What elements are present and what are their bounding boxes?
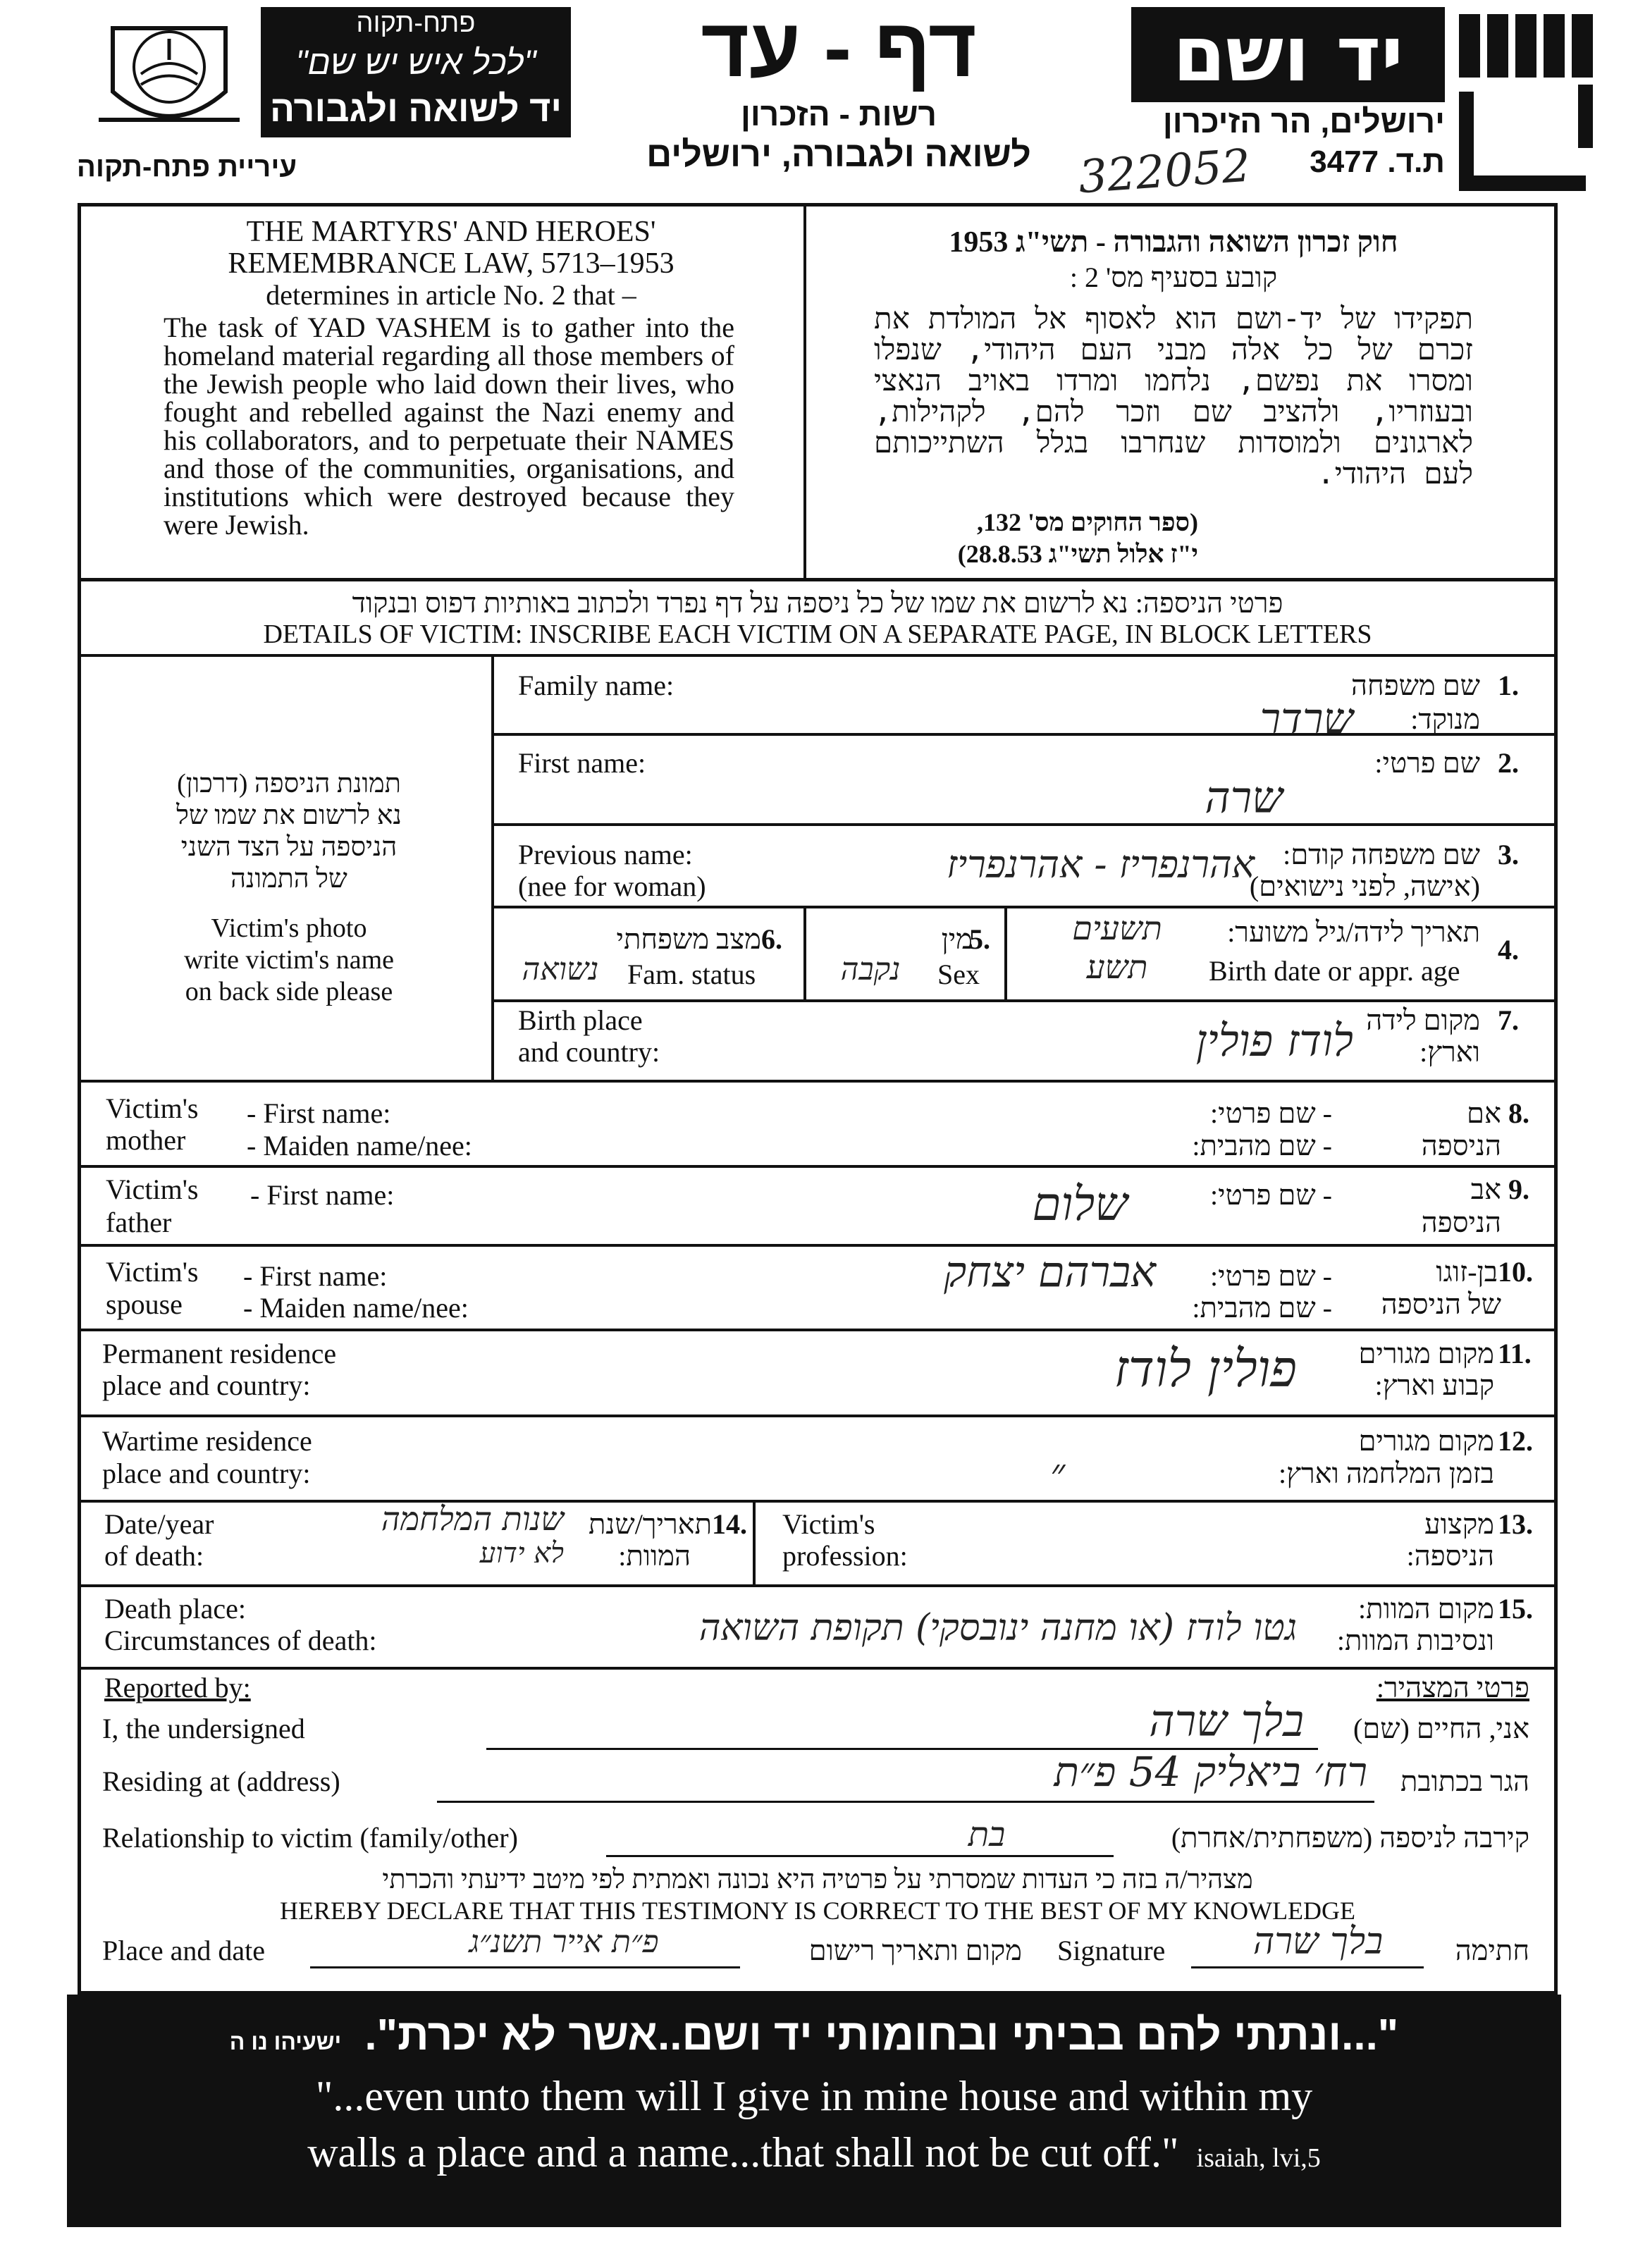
spouse-label-2: spouse [106,1288,183,1320]
signature-label-he: חתימה [1455,1935,1529,1966]
details-heading-he: פרטי הניספה: נא לרשום את שמו של כל ניספה על דף נפרד ולכתוב באותיות דפוס ובנקוד [352,587,1283,619]
previous-name-label-he: שם משפחה קודם: [1283,839,1480,870]
father-label: Victim's [106,1173,199,1205]
mother-maiden-name-label-he: - שם מהבית: [1192,1130,1332,1161]
city-emblem-icon [99,14,240,141]
photo-he-1: תמונת הניספה (דרכון) [177,769,401,799]
photo-he-4: של התמונה [230,864,347,894]
undersigned-value[interactable]: בלך שרה [1149,1695,1304,1746]
field-14-number: 14. [712,1508,747,1540]
birth-place-label-he: מקום לידה [1366,1004,1480,1036]
photo-en-2: write victim's name [183,945,395,975]
mother-maiden-name-field[interactable] [536,1128,1128,1159]
mother-label: Victim's [106,1092,199,1124]
sex-value[interactable]: נקבה [840,951,901,987]
birth-date-label: Birth date or appr. age [1209,955,1460,987]
yad-vashem-logo-icon [1459,7,1593,197]
permanent-residence-label-he: מקום מגורים [1358,1338,1494,1369]
field-7-number: 7. [1498,1004,1519,1036]
photo-en-1: Victim's photo [211,913,367,943]
profession-label-2: profession: [782,1540,908,1572]
birth-place-label: Birth place [518,1004,643,1036]
death-place-label-he: מקום המוות: [1357,1593,1494,1625]
wartime-residence-label-he: מקום מגורים [1358,1425,1494,1457]
law-en-title-1: THE MARTYRS' AND HEROES' [246,216,656,248]
wartime-residence-label-2: place and country: [102,1457,311,1489]
law-en-title-2: REMEMBRANCE LAW, 5713–1953 [228,247,675,280]
yad-vashem-title-block [1131,7,1445,102]
death-date-value-1[interactable]: שנות המלחמה [381,1500,564,1538]
birth-place-label-2: and country: [518,1036,660,1068]
death-date-value-2[interactable]: לא ידוע [479,1537,564,1570]
address-label-he: הגר בכתובת [1400,1765,1529,1797]
relationship-label: Relationship to victim (family/other) [102,1822,518,1854]
death-place-value[interactable]: גטו לודז (או מחנה ינובסקי) תקופת השואה [698,1607,1297,1649]
signature-line [1191,1966,1424,1968]
death-date-label: Date/year [104,1508,214,1540]
declaration-he: מצהיר/ה בזה כי העדות שמסרתי על פרטיה היא נכונה ואמתית לפי מיטב ידיעתי והכרתי [382,1865,1253,1894]
birth-date-value-1[interactable]: תשעים [1072,909,1162,947]
declaration-en: HEREBY DECLARE THAT THIS TESTIMONY IS CORRECT TO THE BEST OF MY KNOWLEDGE [279,1897,1356,1925]
birth-date-value-2[interactable]: תשע [1086,948,1148,986]
yad-vashem-address-2: ת.ד. 3477 [1310,144,1445,179]
address-line [437,1801,1374,1803]
wartime-residence-label: Wartime residence [102,1425,312,1457]
center-subtitle-1: רשות - הזכרון [741,96,937,132]
family-name-value[interactable]: שרדר [1259,694,1353,744]
spouse-first-name-value[interactable]: אברהם יצחק [944,1247,1156,1297]
father-label-2: father [106,1207,172,1238]
law-he-body: תפקידו של יד-ושם הוא לאסוף אל המולדת את זכרם של כל אלה מבני העם היהודי, שנפלו ומסרו את נפשם, נלחמו ומרדו באויב הנאצי ובעוזריו, ולהציב שם וזכר להם, לקהילות, לארגונים ולמוסדות שנחרבו בגלל השתייכותם לעם היהודי. [874,301,1473,491]
permanent-residence-label: Permanent residence [102,1338,337,1369]
permanent-residence-value[interactable]: פולין לודז [1114,1339,1297,1398]
mother-first-name-label: - First name: [247,1097,391,1129]
details-heading-en: DETAILS OF VICTIM: INSCRIBE EACH VICTIM ON A SEPARATE PAGE, IN BLOCK LETTERS [263,620,1372,649]
spouse-label-he-2: של הניספה [1381,1288,1501,1320]
spouse-maiden-name-label-he: - שם מהבית: [1192,1292,1332,1324]
address-label: Residing at (address) [102,1765,340,1797]
field-10-number: 10. [1498,1256,1533,1288]
footer-quote-en-2 [67,2128,1561,2177]
wartime-residence-value[interactable]: ״ [1050,1450,1066,1496]
law-en-body: The task of YAD VASHEM is to gather into the homeland material regarding all those members of the Jewish people who laid down their lives, who fought and rebelled against the Nazi enemy and his collaborators, and to perpetuate their NAMES and those of the communities, organisations, and institutions which were destroyed because they were Jewish. [164,312,734,541]
fam-status-value[interactable]: נשואה [522,951,599,987]
footer-quote-en-ref: isaiah, lvi,5 [1196,2143,1321,2173]
family-name-label-he: שם משפחה [1351,670,1480,701]
father-first-name-label-he: - שם פרטי: [1210,1179,1332,1211]
field-3-number: 3. [1498,839,1519,870]
relationship-line [606,1855,1114,1857]
photo-en-3: on back side please [185,977,393,1006]
field-13-number: 13. [1498,1508,1533,1540]
first-name-label-he: שם פרטי: [1374,747,1480,779]
field-12-number: 12. [1498,1425,1533,1457]
birth-date-label-he: תאריך לידה/גיל משוער: [1227,916,1480,948]
spouse-label-he: בן-זוגו [1436,1256,1498,1288]
yad-vashem-address-1: ירושלים, הר הזיכרון [1162,103,1445,140]
death-date-label-2: of death: [104,1540,204,1572]
footer-quote-he-ref: ישעיהו נו ה [229,2029,342,2054]
footer-quote-en-1: "...even unto them will I give in mine house and within my [315,2073,1313,2119]
field-5-number: 5. [969,923,990,955]
previous-name-value[interactable]: אהרנפריז - אהרנפריז [947,842,1255,887]
spouse-first-name-label: - First name: [243,1260,388,1292]
center-subtitle-2: לשואה ולגבורה, ירושלים [646,135,1031,174]
permanent-residence-label-2: place and country: [102,1369,311,1401]
field-11-number: 11. [1498,1338,1532,1369]
previous-name-label: Previous name: [518,839,693,870]
profession-label-he: מקצוע [1424,1508,1494,1540]
sex-label: Sex [937,959,980,990]
field-15-number: 15. [1498,1593,1533,1625]
fam-status-label-he: מצב משפחתי [616,923,761,955]
family-name-label-he-2: מנוקד: [1410,703,1480,735]
city-label: עיריית פתח-תקוה [76,152,297,183]
mother-first-name-label-he: - שם פרטי: [1210,1097,1332,1129]
relationship-label-he: קירבה לניספה (משפחתית/אחרת) [1171,1822,1529,1854]
birth-place-value[interactable]: לודז פולין [1195,1015,1353,1066]
signature-value[interactable]: בלך שרה [1252,1921,1384,1963]
field-4-number: 4. [1498,934,1519,966]
field-2-number: 2. [1498,747,1519,779]
law-he-title-1: חוק זכרון השואה והגבורה - תשי"ג 1953 [949,226,1398,259]
place-date-value[interactable]: פ״ת אייר תשנ״ג [469,1924,659,1960]
place-date-label: Place and date [102,1935,265,1966]
spouse-maiden-name-label: - Maiden name/nee: [243,1292,469,1324]
law-he-ref-2: י"ז אלול תשי"ג 28.8.53) [957,540,1198,568]
first-name-label: First name: [518,747,646,779]
spouse-first-name-label-he: - שם פרטי: [1210,1260,1332,1292]
yad-vashem-title: יד ושם [1172,11,1404,99]
petah-tikva-block-line-1: פתח-תקוה [356,8,476,38]
law-he-ref-1: (ספר החוקים מס' 132, [977,508,1198,536]
law-he-title-2: קובע בסעיף מס' 2 : [1069,261,1278,293]
footer-quote-en-2-text: walls a place and a name...that shall not be cut off." [307,2129,1179,2176]
sex-label-he: מין [941,923,973,955]
father-first-name-label: - First name: [250,1179,395,1211]
father-label-he-2: הניספה [1421,1207,1501,1238]
mother-first-name-field[interactable] [437,1096,1128,1128]
page-title: דף - עד [701,1,977,94]
reported-by-label: Reported by: [104,1672,251,1703]
petah-tikva-block [261,7,571,137]
mother-label-he-2: הניספה [1421,1130,1501,1161]
first-name-value[interactable]: שרה [1205,772,1283,823]
death-date-label-he: תאריך/שנת [588,1508,712,1540]
petah-tikva-block-line-3: יד לשואה ולגבורה [269,89,562,130]
wartime-residence-label-he-2: בזמן המלחמה וארץ: [1279,1457,1494,1489]
field-1-number: 1. [1498,670,1519,701]
petah-tikva-block-line-2: "לכל איש יש שם" [295,44,536,82]
signature-label: Signature [1057,1935,1166,1966]
family-name-label: Family name: [518,670,675,701]
photo-he-3: הניספה על הצד השני [180,832,398,862]
mother-label-2: mother [106,1124,186,1156]
birth-place-label-he-2: וארץ: [1419,1036,1480,1068]
profession-label-he-2: הניספה: [1406,1540,1494,1572]
handwritten-number: 322052 [1076,140,1252,204]
death-circumstances-label-he: ונסיבות המוות: [1336,1625,1494,1656]
permanent-residence-label-he-2: קבוע וארץ: [1374,1369,1494,1401]
footer-quote-he-text: "...ונתתי להם בביתי ובחומותי יד ושם..אשר לא יכרת". [364,2011,1399,2059]
place-date-label-he: מקום ותאריך רישום [808,1935,1022,1966]
spouse-label: Victim's [106,1256,199,1288]
death-place-label: Death place: [104,1593,246,1625]
previous-name-label-he-2: (אישה, לפני נישואים) [1249,870,1480,902]
place-date-line [310,1966,740,1968]
field-9-number: 9. [1508,1173,1529,1205]
fam-status-label: Fam. status [627,959,756,990]
reported-by-label-he: פרטי המצהיר: [1376,1672,1529,1703]
relationship-value[interactable]: בת [968,1815,1006,1854]
death-date-label-he-2: המוות: [618,1540,691,1572]
field-6-number: 6. [761,923,782,955]
field-8-number: 8. [1508,1097,1529,1129]
mother-label-he: אם [1467,1097,1501,1129]
death-circumstances-label: Circumstances of death: [104,1625,377,1656]
footer-quote-he [67,2010,1561,2060]
undersigned-label-he: אני, החיים (שם) [1353,1713,1529,1744]
profession-label: Victim's [782,1508,875,1540]
father-first-name-value[interactable]: שלום [1032,1177,1128,1231]
profession-field[interactable] [973,1522,1325,1565]
mother-maiden-name-label: - Maiden name/nee: [247,1130,472,1161]
footer-quote-band [67,1995,1561,2227]
undersigned-label: I, the undersigned [102,1713,305,1744]
father-label-he: אב [1470,1173,1501,1205]
photo-he-2: נא לרשום את שמו של [176,801,402,830]
previous-name-label-2: (nee for woman) [518,870,706,902]
law-en-title-3: determines in article No. 2 that – [266,279,636,311]
address-value[interactable]: רח׳ ביאליק 54 פ״ת [1054,1748,1367,1796]
